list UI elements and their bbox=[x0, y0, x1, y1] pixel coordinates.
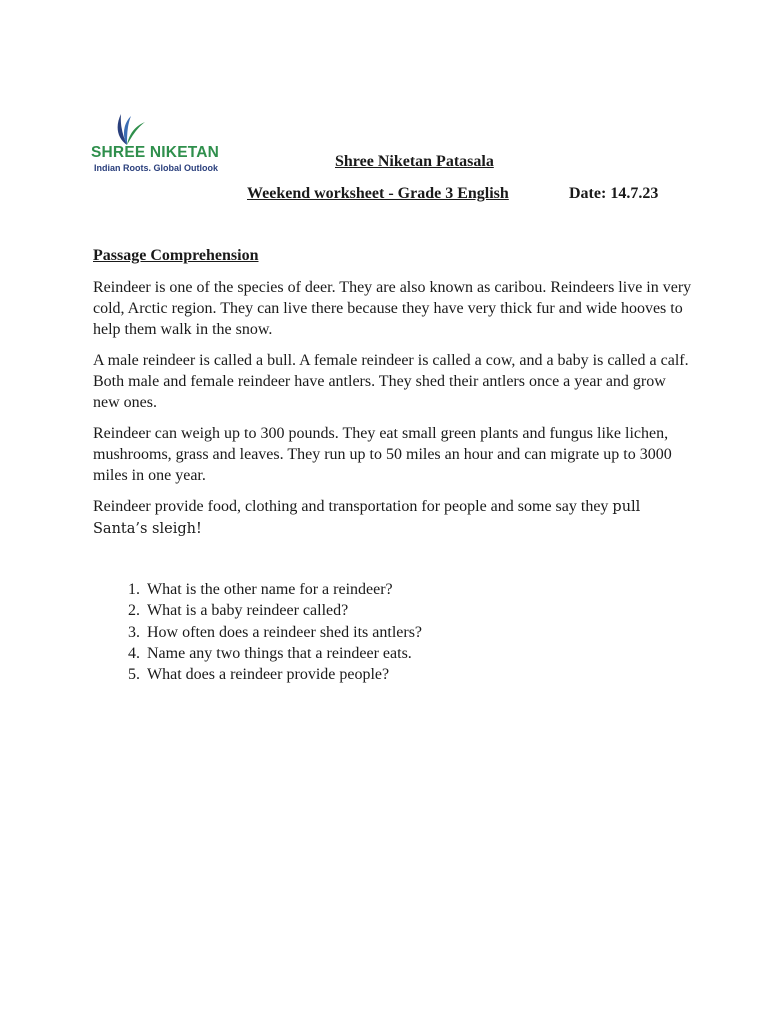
question-text: How often does a reindeer shed its antlers? bbox=[147, 623, 423, 641]
question-item bbox=[93, 600, 422, 621]
school-logo bbox=[91, 112, 266, 176]
question-item bbox=[93, 664, 422, 685]
worksheet-date: Date: 14.7.23 bbox=[569, 185, 659, 202]
question-number: 4. bbox=[128, 644, 140, 662]
question-text: What does a reindeer provide people? bbox=[147, 666, 390, 684]
question-text: What is the other name for a reindeer? bbox=[147, 581, 393, 598]
passage-paragraph-3: Reindeer can weigh up to 300 pounds. They eat small green plants and fungus like lichen, mushrooms, grass and leaves. They run up to 50 miles an hour and can migrate up to 3000 miles in one year. bbox=[93, 425, 672, 484]
worksheet-title: Weekend worksheet - Grade 3 English bbox=[247, 185, 509, 202]
question-number: 5. bbox=[128, 666, 140, 684]
question-text: Name any two things that a reindeer eats. bbox=[147, 644, 412, 662]
passage-paragraph-4-end: pull Santa’s sleigh! bbox=[93, 499, 641, 537]
question-number: 3. bbox=[128, 623, 140, 641]
passage-paragraph-4-start: Reindeer provide food, clothing and transportation for people and some say they bbox=[93, 498, 613, 515]
leaf-logo-icon bbox=[107, 112, 147, 146]
passage-paragraph-2: A male reindeer is called a bull. A female reindeer is called a cow, and a baby is called a calf. Both male and female reindeer have antlers. They shed their antlers once a year and grow new ones. bbox=[93, 352, 689, 411]
reading-passage bbox=[93, 277, 693, 550]
school-title: Shree Niketan Patasala bbox=[335, 153, 494, 170]
logo-tagline: Indian Roots. Global Outlook bbox=[94, 163, 218, 173]
question-item bbox=[93, 622, 422, 643]
logo-name: SHREE NIKETAN bbox=[91, 144, 220, 161]
passage-paragraph-1: Reindeer is one of the species of deer. They are also known as caribou. Reindeers live in very cold, Arctic region. They can live there because they have very thick fur and wide hooves to help them walk in the snow. bbox=[93, 279, 692, 338]
question-number: 1. bbox=[128, 581, 140, 598]
question-list bbox=[93, 579, 422, 685]
passage-paragraph-4 bbox=[93, 496, 693, 540]
question-text: What is a baby reindeer called? bbox=[147, 602, 349, 620]
question-number: 2. bbox=[128, 602, 140, 620]
question-item bbox=[93, 579, 422, 600]
question-item bbox=[93, 643, 422, 664]
section-heading: Passage Comprehension bbox=[93, 247, 259, 264]
